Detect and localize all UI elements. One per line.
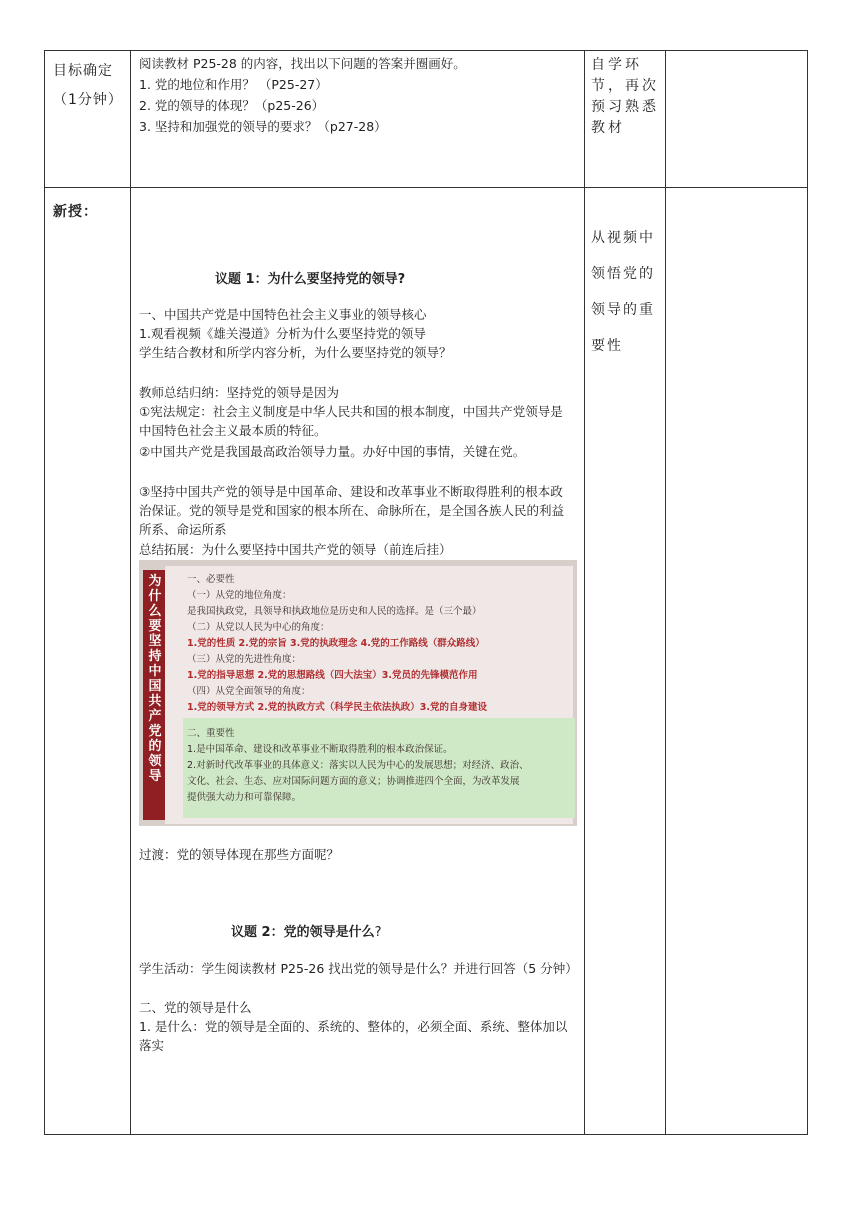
photo-green-line-5: 提供强大动力和可靠保障。 <box>187 792 302 803</box>
photo-stripe-text: 为什么要坚持中国共产党的领导 <box>148 574 162 784</box>
new-empty-cell <box>666 188 808 1135</box>
topic-1-heading: 议题 1：为什么要坚持党的领导? <box>215 272 406 287</box>
goal-row <box>45 51 808 188</box>
lesson-plan-table <box>44 50 808 1135</box>
photo-line-2: （一）从党的地位角度： <box>187 590 292 601</box>
goal-intro: 阅读教材 P25-28 的内容，找出以下问题的答案并圈画好。 <box>139 56 466 71</box>
goal-design-note: 自学环节，再次预习熟悉教材 <box>591 57 659 136</box>
goal-stage-label: 目标确定（1分钟） <box>53 63 123 108</box>
reason-1: ①宪法规定：社会主义制度是中华人民共和国的根本制度，中国共产党领导是中国特色社会主义最本质的特征。 <box>139 404 563 438</box>
photo-green-line-3: 2.对新时代改革事业的具体意义：落实以人民为中心的发展思想；对经济、政治、 <box>187 760 529 771</box>
student-activity: 学生活动：学生阅读教材 P25-26 找出党的领导是什么？并进行回答（5 分钟） <box>139 961 578 976</box>
photo-line-4: （二）从党以人民为中心的角度： <box>187 622 330 633</box>
new-stage-label: 新授： <box>53 204 98 220</box>
goal-instructions <box>131 51 584 137</box>
student-task: 学生结合教材和所学内容分析，为什么要坚持党的领导？ <box>139 345 452 360</box>
goal-question-1: 1. 党的地位和作用？ （P25-27） <box>139 77 328 92</box>
section-2-title: 二、党的领导是什么 <box>139 1000 252 1015</box>
topic-2-mark: ? <box>374 925 382 940</box>
photo-line-7: 1.党的指导思想 2.党的思想路线（四大法宝）3.党员的先锋模范作用 <box>187 670 478 681</box>
photo-line-8: （四）从党全面领导的角度： <box>187 686 311 697</box>
what-is-leadership: 1. 是什么：党的领导是全面的、系统的、整体的，必须全面、系统、整体加以落实 <box>139 1019 568 1053</box>
new-lesson-row <box>45 188 808 1135</box>
photo-line-9: 1.党的领导方式 2.党的执政方式（科学民主依法执政）3.党的自身建设 <box>187 702 487 713</box>
photo-line-6: （三）从党的先进性角度： <box>187 654 302 665</box>
photo-green-line-2: 1.是中国革命、建设和改革事业不断取得胜利的根本政治保证。 <box>187 744 453 755</box>
photo-line-3: 是我国执政党，具领导和执政地位是历史和人民的选择。是（三个最） <box>187 606 482 617</box>
video-task: 1.观看视频《雄关漫道》分析为什么要坚持党的领导 <box>139 326 426 341</box>
section-1-title: 一、中国共产党是中国特色社会主义事业的领导核心 <box>139 307 427 322</box>
transition-text: 过渡：党的领导体现在那些方面呢？ <box>139 847 340 862</box>
photo-title-stripe <box>143 570 167 820</box>
new-design-note: 从视频中领悟党的领导的重要性 <box>591 230 655 354</box>
goal-question-3: 3. 坚持和加强党的领导的要求？（p27-28） <box>139 119 387 134</box>
goal-empty-cell <box>666 51 808 188</box>
photo-green-line-4: 文化、社会、生态、应对国际问题方面的意义；协调推进四个全面，为改革发展 <box>187 776 520 787</box>
reason-3: ③坚持中国共产党的领导是中国革命、建设和改革事业不断取得胜利的根本政治保证。党的领导是党和国家的根本所在、命脉所在，是全国各族人民的利益所系、命运所系 <box>139 484 565 537</box>
topic-2-heading <box>231 921 381 940</box>
summary-board-photo <box>139 560 577 826</box>
photo-line-5: 1.党的性质 2.党的宗旨 3.党的执政理念 4.党的工作路线（群众路线） <box>187 638 485 649</box>
reason-2: ②中国共产党是我国最高政治领导力量。办好中国的事情，关键在党。 <box>139 444 526 459</box>
topic-2-title: 议题 2：党的领导是什么 <box>231 925 375 940</box>
goal-question-2: 2. 党的领导的体现？（p25-26） <box>139 98 325 113</box>
photo-green-line-1: 二、重要性 <box>187 728 235 739</box>
teacher-summary: 教师总结归纳：坚持党的领导是因为 <box>139 385 340 400</box>
summary-extension: 总结拓展：为什么要坚持中国共产党的领导（前连后挂） <box>139 542 452 557</box>
photo-line-1: 一、必要性 <box>187 574 235 585</box>
